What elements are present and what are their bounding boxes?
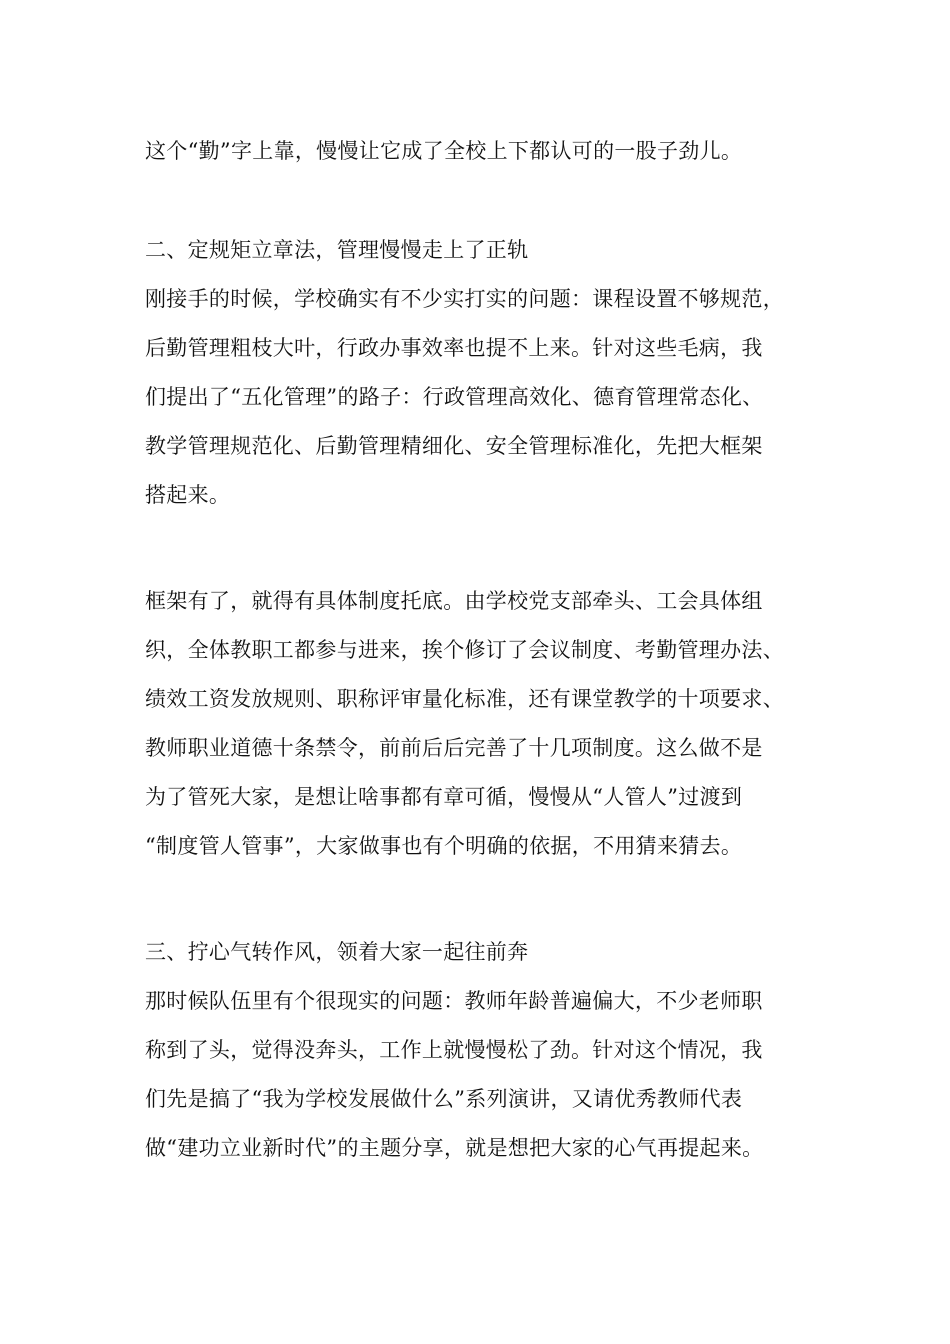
paragraph-five-management bbox=[145, 275, 825, 520]
heading-text: 二、定规矩立章法，管理慢慢走上了正轨 bbox=[145, 238, 529, 262]
text-line: 称到了头，觉得没奔头，工作上就慢慢松了劲。针对这个情况，我 bbox=[145, 1038, 763, 1062]
paragraph-intro bbox=[145, 127, 825, 176]
text-line: 搭起来。 bbox=[145, 483, 231, 507]
paragraph-morale bbox=[145, 977, 825, 1173]
text-line: 教学管理规范化、后勤管理精细化、安全管理标准化，先把大框架 bbox=[145, 434, 763, 458]
heading-text: 三、拧心气转作风，领着大家一起往前奔 bbox=[145, 940, 529, 964]
text-line: 织，全体教职工都参与进来，挨个修订了会议制度、考勤管理办法、 bbox=[145, 638, 784, 662]
text-line: 教师职业道德十条禁令，前前后后完善了十几项制度。这么做不是 bbox=[145, 736, 763, 760]
text-line: 绩效工资发放规则、职称评审量化标准，还有课堂教学的十项要求、 bbox=[145, 687, 784, 711]
text-line: “制度管人管事”，大家做事也有个明确的依据，不用猜来猜去。 bbox=[145, 834, 743, 858]
section-heading-3 bbox=[145, 928, 825, 977]
text-line: 那时候队伍里有个很现实的问题：教师年龄普遍偏大，不少老师职 bbox=[145, 989, 763, 1013]
text-line: 框架有了，就得有具体制度托底。由学校党支部牵头、工会具体组 bbox=[145, 589, 763, 613]
text-line: 们先是搞了“我为学校发展做什么”系列演讲，又请优秀教师代表 bbox=[145, 1087, 743, 1111]
text-line: 们提出了“五化管理”的路子：行政管理高效化、德育管理常态化、 bbox=[145, 385, 764, 409]
text-line: 做“建功立业新时代”的主题分享，就是想把大家的心气再提起来。 bbox=[145, 1136, 764, 1160]
text-line: 后勤管理粗枝大叶，行政办事效率也提不上来。针对这些毛病，我 bbox=[145, 336, 763, 360]
text-line: 这个“勤”字上靠，慢慢让它成了全校上下都认可的一股子劲儿。 bbox=[145, 139, 743, 163]
section-heading-2 bbox=[145, 226, 825, 275]
text-line: 刚接手的时候，学校确实有不少实打实的问题：课程设置不够规范， bbox=[145, 287, 784, 311]
paragraph-regulations bbox=[145, 577, 825, 871]
text-line: 为了管死大家，是想让啥事都有章可循，慢慢从“人管人”过渡到 bbox=[145, 785, 743, 809]
